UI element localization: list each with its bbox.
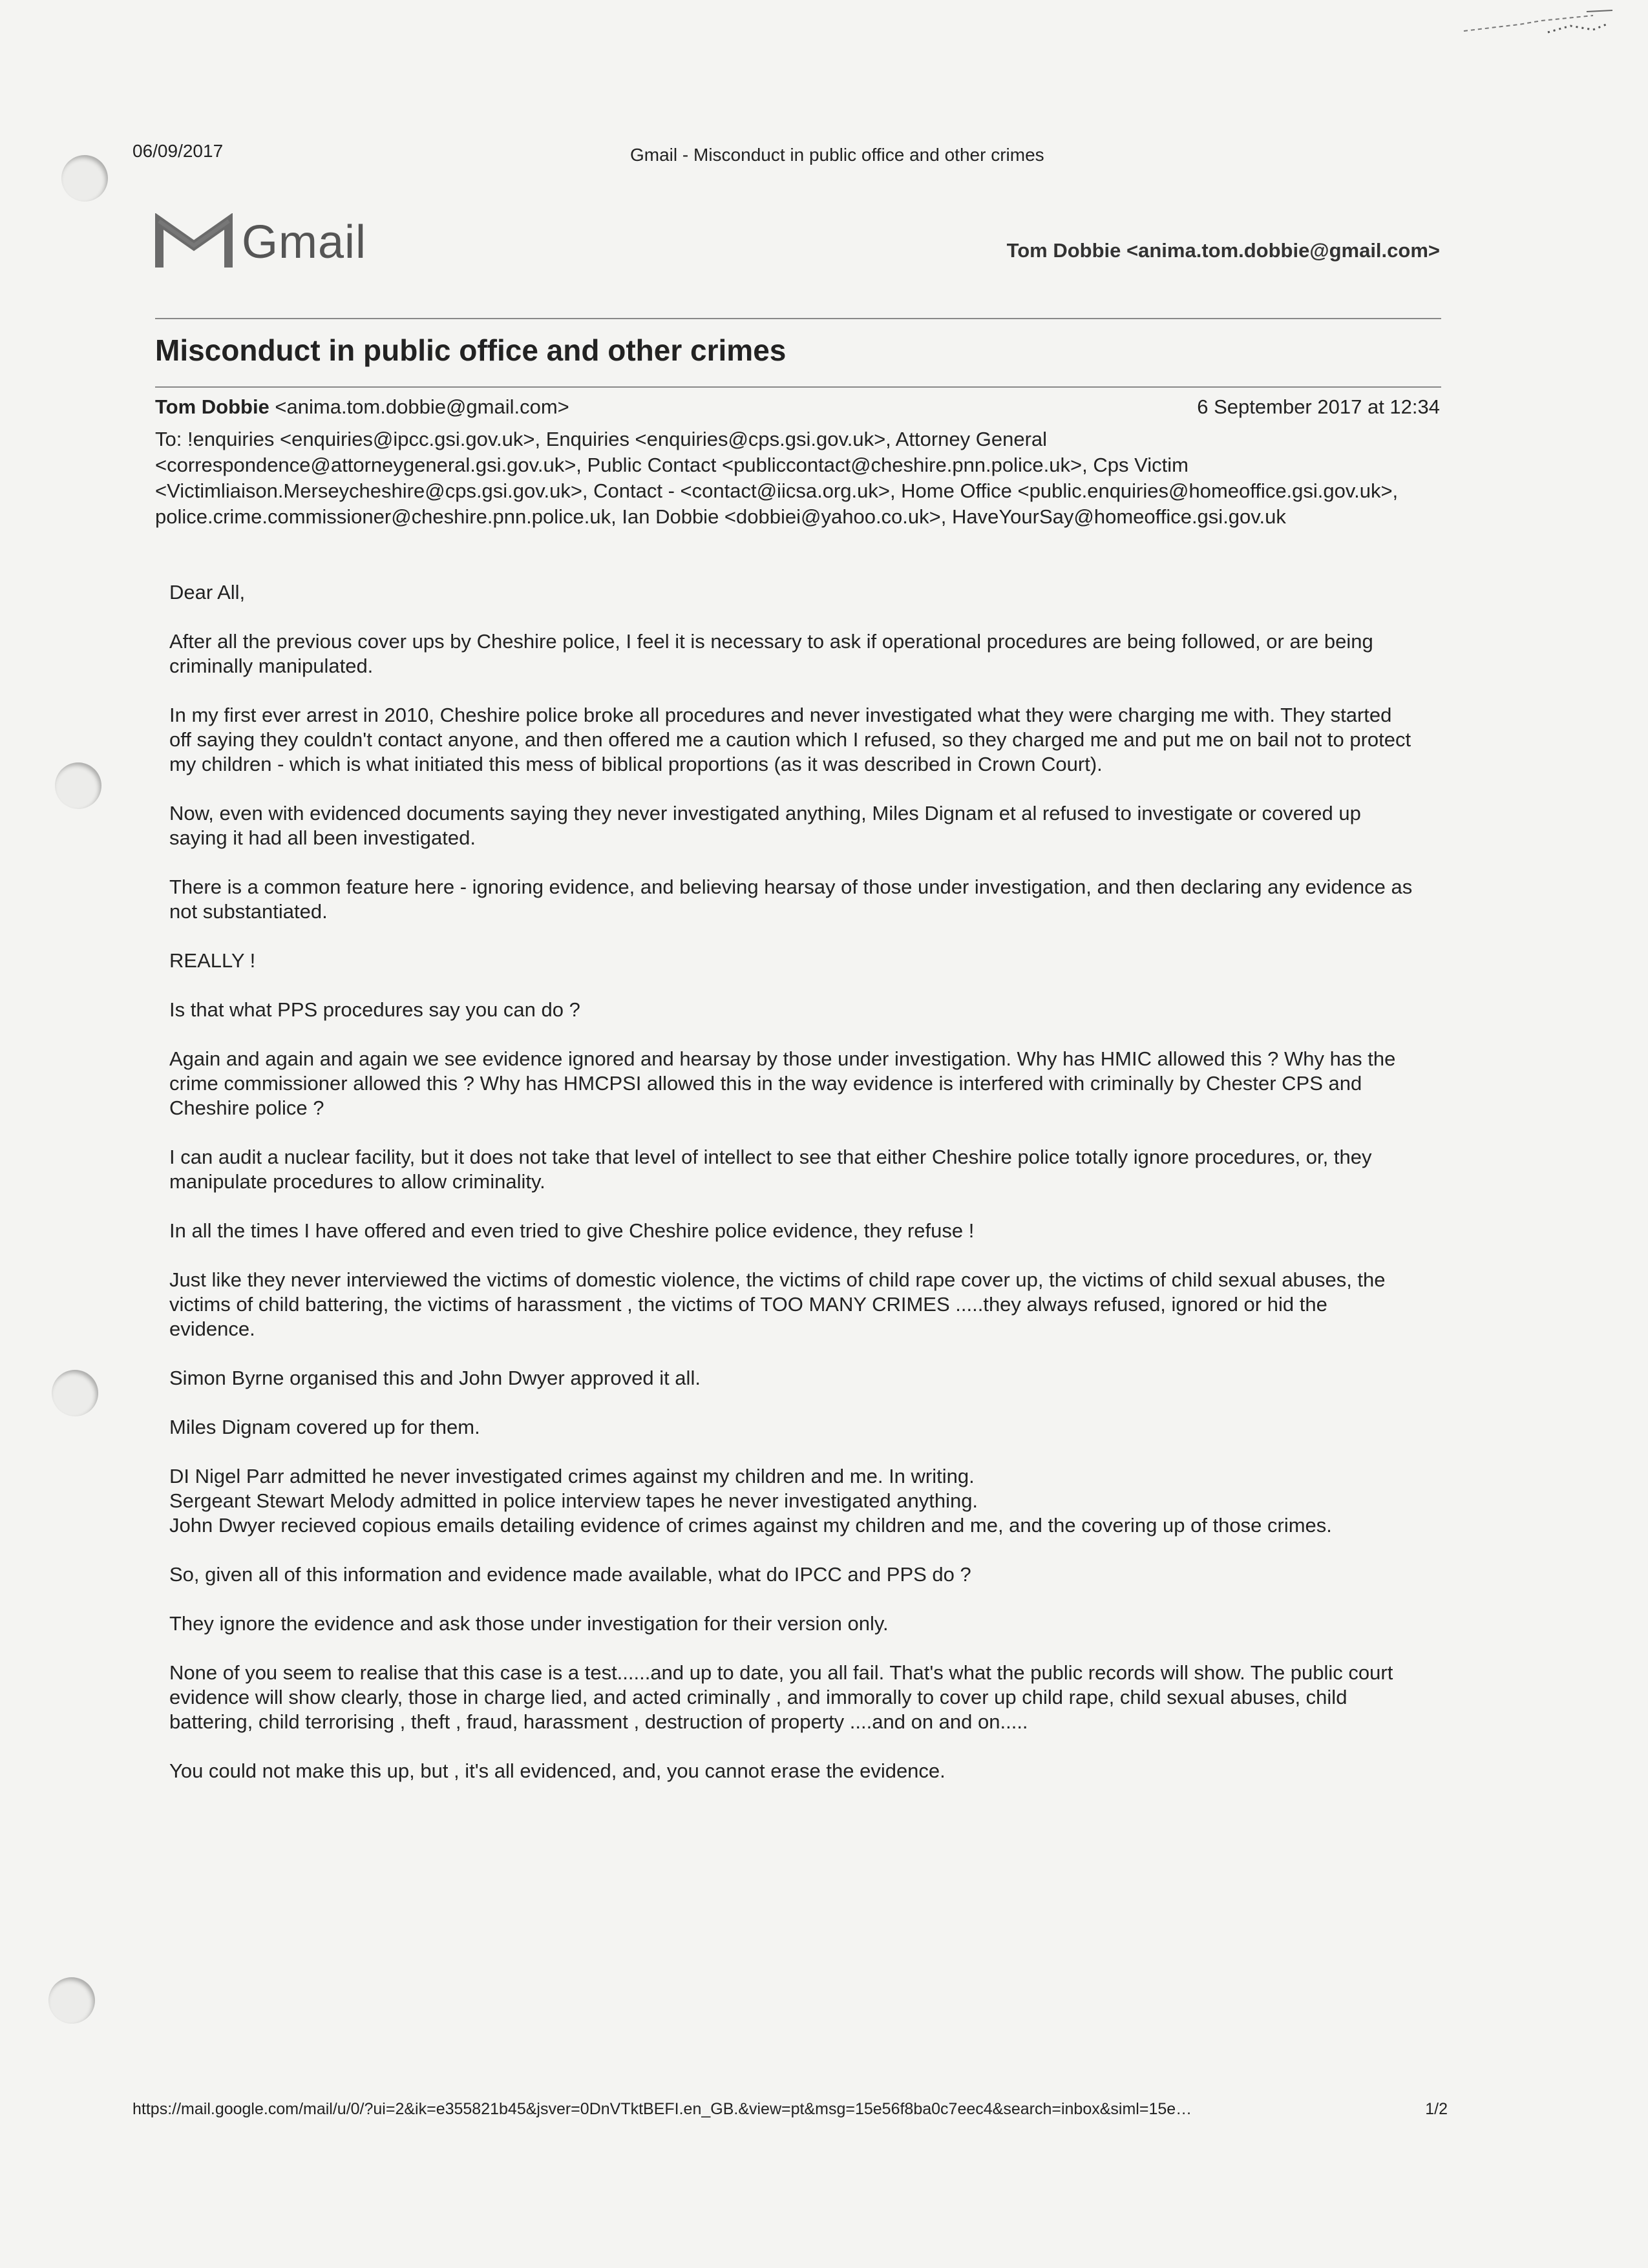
body-line: John Dwyer recieved copious emails detailing evidence of crimes against my children and me, and the covering up of those crimes. [169,1514,1332,1537]
body-line: DI Nigel Parr admitted he never investigated crimes against my children and me. In writing. [169,1465,975,1487]
body-line: Sergeant Stewart Melody admitted in police interview tapes he never investigated anything. [169,1489,978,1512]
body-paragraph: REALLY ! [169,949,256,972]
body-paragraph: Simon Byrne organised this and John Dwyer approved it all. [169,1367,701,1389]
email-body [169,580,1417,1808]
page-number: 1/2 [1425,2100,1448,2118]
body-paragraph: Just like they never interviewed the victims of domestic violence, the victims of child rape cover up, the victims of child sexual abuses, the victims of child battering, the victims of harassment , the victims of TOO MANY CRIMES .....they always refused, ignored or hid the evidence. [169,1268,1386,1340]
body-paragraph: You could not make this up, but , it's all evidenced, and, you cannot erase the evidence. [169,1759,945,1782]
body-paragraph: They ignore the evidence and ask those under investigation for their version only. [169,1612,889,1635]
gmail-logo-text: Gmail [242,216,367,268]
body-paragraph: I can audit a nuclear facility, but it does not take that level of intellect to see that either Cheshire police totally ignore procedures, or, they manipulate procedures to allow criminality. [169,1146,1372,1193]
gmail-envelope-icon [155,213,233,271]
body-paragraph: Is that what PPS procedures say you can do ? [169,998,580,1021]
account-label: Tom Dobbie <anima.tom.dobbie@gmail.com> [1006,239,1440,262]
punch-hole-3 [52,1370,98,1416]
body-paragraph: In my first ever arrest in 2010, Cheshire police broke all procedures and never investigated what they were charging me with. They started off saying they couldn't contact anyone, and then offered me a caution which I refused, so they charged me and put me on bail not to protect my children - which is what initiated this mess of biblical proportions (as it was described in Crown Court). [169,704,1411,775]
body-paragraph: Again and again and again we see evidence ignored and hearsay by those under investigation. Why has HMIC allowed this ? Why has the crime commissioner allowed this ? Why has HMCPSI allowed this in the way evidence is interfered with criminally by Chester CPS and Cheshire police ? [169,1047,1396,1119]
sent-timestamp: 6 September 2017 at 12:34 [1197,395,1440,418]
footer-url: https://mail.google.com/mail/u/0/?ui=2&ik=e355821b45&jsver=0DnVTktBEFI.en_GB.&view=pt&msg=15e56f8ba0c7eec4&search=inbox&siml=15e… [132,2100,1192,2118]
body-paragraph: So, given all of this information and evidence made available, what do IPCC and PPS do ? [169,1563,971,1586]
punch-hole-2 [55,762,101,809]
body-paragraph: There is a common feature here - ignoring evidence, and believing hearsay of those under investigation, and then declaring any evidence as not substantiated. [169,876,1413,923]
body-paragraph: Dear All, [169,581,246,604]
sender-name: Tom Dobbie [155,395,269,418]
email-subject: Misconduct in public office and other crimes [155,333,787,367]
body-paragraph: Now, even with evidenced documents saying they never investigated anything, Miles Dignam et al refused to investigate or covered up saying it had all been investigated. [169,802,1361,849]
body-paragraph: Miles Dignam covered up for them. [169,1416,480,1438]
body-paragraph: After all the previous cover ups by Cheshire police, I feel it is necessary to ask if operational procedures are being followed, or are being criminally manipulated. [169,630,1373,677]
punch-hole-4 [48,1977,95,2024]
print-title: Gmail - Misconduct in public office and other crimes [630,145,1044,165]
punch-hole-1 [61,155,108,202]
header-divider [155,318,1441,319]
gmail-logo [155,213,366,271]
scan-smudge [1457,6,1619,45]
sender-address: <anima.tom.dobbie@gmail.com> [275,395,569,418]
body-paragraph: None of you seem to realise that this case is a test......and up to date, you all fail. That's what the public records will show. The public court evidence will show clearly, those in charge lied, and acted criminally , and immorally to cover up child rape, child sexual abuses, child battering, child terrorising , theft , fraud, harassment , destruction of property ....and on and on..... [169,1661,1393,1733]
body-paragraph: In all the times I have offered and even tried to give Cheshire police evidence, they refuse ! [169,1219,975,1242]
print-date: 06/09/2017 [132,141,224,161]
subject-divider [155,386,1441,388]
body-paragraph-group [169,1464,1417,1538]
recipients-list: To: !enquiries <enquiries@ipcc.gsi.gov.uk>, Enquiries <enquiries@cps.gsi.gov.uk>, Attorney General <correspondence@attorneygeneral.gsi.gov.uk>, Public Contact <publiccontact@cheshire.pnn.police.uk>, Cps Victim <Victimliaison.Merseycheshire@cps.gsi.gov.uk>, Contact - <contact@iicsa.org.uk>, Home Office <public.enquiries@homeoffice.gsi.gov.uk>, police.crime.commissioner@cheshire.pnn.police.uk, Ian Dobbie <dobbiei@yahoo.co.uk>, HaveYourSay@homeoffice.gsi.gov.uk [155,428,1399,528]
email-from-row [155,395,1440,419]
